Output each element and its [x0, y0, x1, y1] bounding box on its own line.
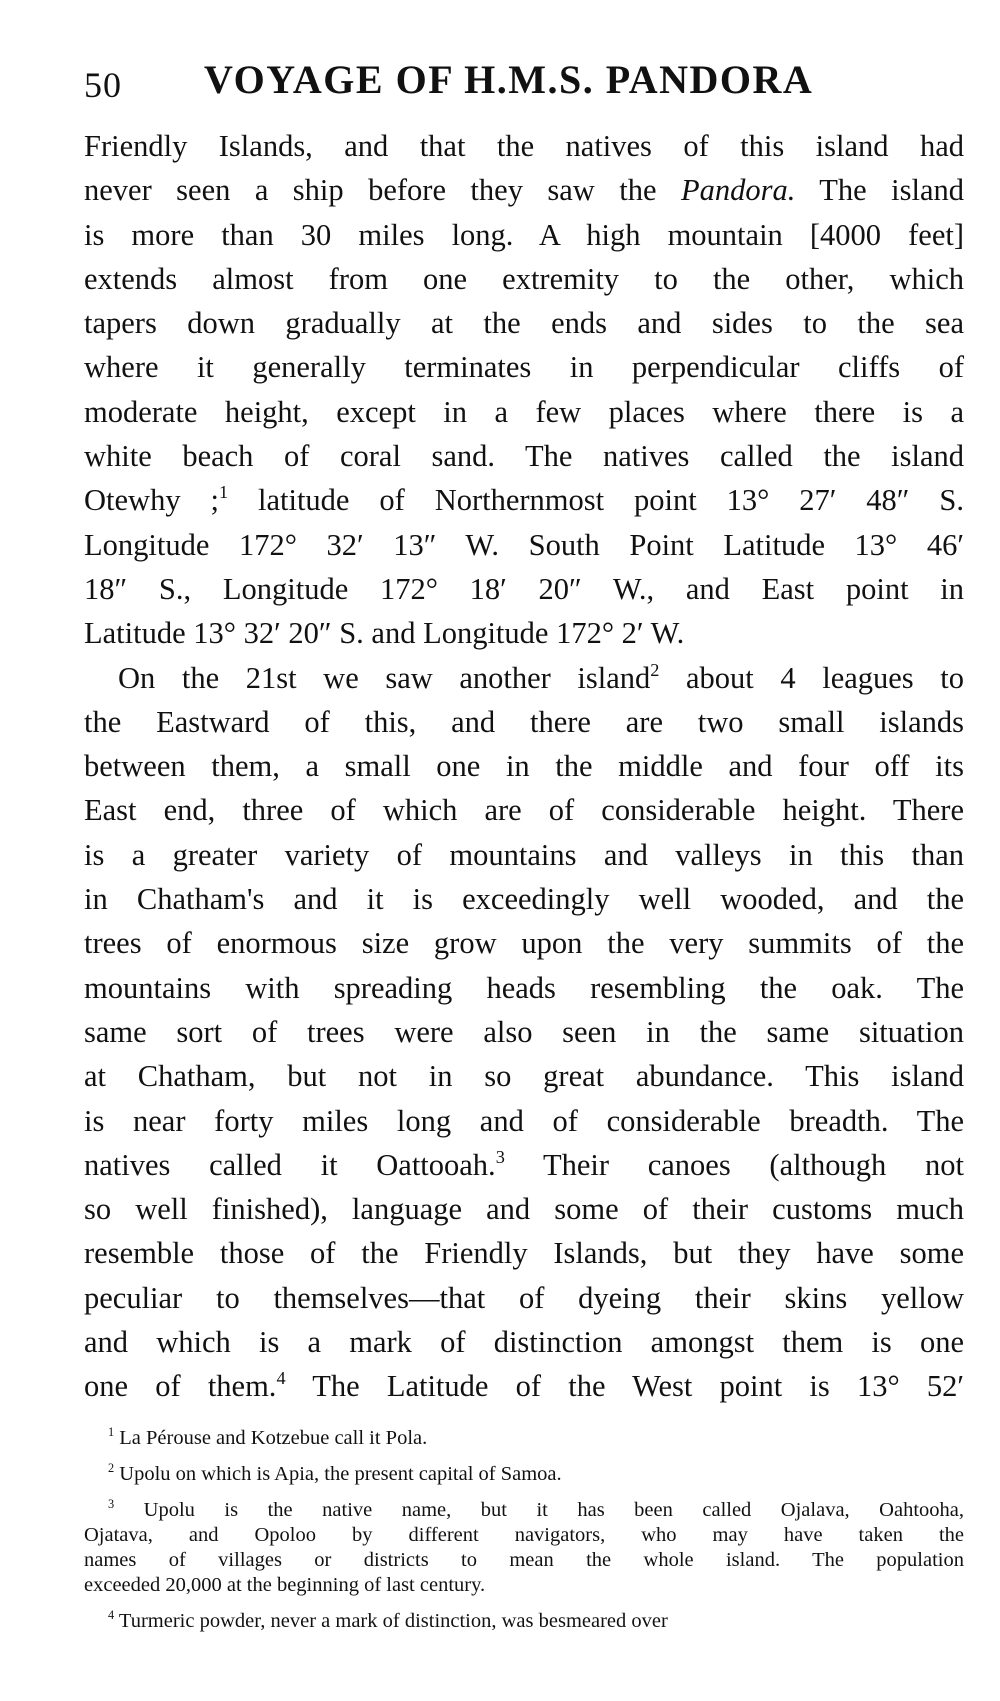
text-line: is a greater variety of mountains and valleys in this than [84, 837, 964, 872]
footnote-ref: 1 [218, 482, 229, 503]
text-line: mountains with spreading heads resembling the oak. The [84, 970, 964, 1005]
page-number: 50 [84, 65, 122, 105]
text-line: white beach of coral sand. The natives called the island [84, 439, 964, 474]
text-line: never seen a ship before they saw the Pandora. The island [84, 173, 964, 208]
footnote-marker: 2 [108, 1461, 115, 1476]
text-line: peculiar to themselves—that of dyeing their skins yellow [84, 1280, 964, 1315]
body-text [84, 124, 964, 1409]
text-line: is near forty miles long and of considerable breadth. The [84, 1103, 964, 1138]
footnote-ref: 3 [495, 1146, 505, 1167]
text-line: trees of enormous size grow upon the very summits of the [84, 926, 964, 961]
text-line: one of them.$^4$ The Latitude of the West point is 13° 52′ [84, 1368, 964, 1404]
footnote-marker: 1 [108, 1425, 115, 1440]
text-line: so well finished), language and some of their customs much [84, 1192, 964, 1227]
text-line: at Chatham, but not in so great abundance. This island [84, 1059, 964, 1094]
footnotes [84, 1426, 964, 1645]
footnote-marker: 4 [108, 1608, 115, 1623]
text-line: East end, three of which are of considerable height. There [84, 793, 964, 828]
text-line: and which is a mark of distinction amongst them is one [84, 1325, 964, 1360]
text-line: extends almost from one extremity to the other, which [84, 261, 964, 296]
footnote-3: $^3$ Upolu is the native name, but it has been called Ojalava, Oahtooha, Ojatava, and Opoloo by different navigators, who may have taken the names of villages or districts to mean the whole island. The population exceeded 20,000 at the beginning of last century. [84, 1497, 964, 1596]
text-line: in Chatham's and it is exceedingly well wooded, and the [84, 882, 964, 917]
text-line: Otewhy ;$^1$ latitude of Northernmost point 13° 27′ 48″ S. [84, 482, 964, 518]
text-line: Latitude 13° 32′ 20″ S. and Longitude 172° 2′ W. [84, 616, 685, 651]
footnote-2: $^2$ Upolu on which is Apia, the present capital of Samoa. [108, 1461, 562, 1485]
text-line: the Eastward of this, and there are two small islands [84, 704, 964, 739]
footnote-ref: 4 [276, 1368, 286, 1389]
text-line: tapers down gradually at the ends and sides to the sea [84, 306, 964, 341]
text-line: between them, a small one in the middle and four off its [84, 749, 964, 784]
text-line: On the 21st we saw another island$^2$ about 4 leagues to [118, 659, 964, 695]
footnote-ref: 2 [650, 659, 660, 680]
text-line: moderate height, except in a few places where there is a [84, 394, 964, 429]
text-line: is more than 30 miles long. A high mountain [4000 feet] [84, 217, 964, 252]
text-line: resemble those of the Friendly Islands, but they have some [84, 1236, 964, 1271]
text-line: natives called it Oattooah.$^3$ Their canoes (although not [84, 1146, 964, 1182]
text-line: Longitude 172° 32′ 13″ W. South Point Latitude 13° 46′ [84, 527, 964, 562]
page-header [84, 56, 964, 116]
footnote-4: $^4$ Turmeric powder, never a mark of distinction, was besmeared over [108, 1608, 668, 1632]
footnote-marker: 3 [108, 1497, 115, 1512]
running-title: VOYAGE OF H.M.S. PANDORA [204, 57, 814, 102]
text-line: 18″ S., Longitude 172° 18′ 20″ W., and East point in [84, 571, 964, 606]
text-line: same sort of trees were also seen in the same situation [84, 1014, 964, 1049]
text-line: Friendly Islands, and that the natives of this island had [84, 129, 964, 163]
footnote-1: $^1$ La Pérouse and Kotzebue call it Pola. [108, 1425, 428, 1449]
text-line: where it generally terminates in perpendicular cliffs of [84, 350, 964, 385]
ship-name: Pandora. [681, 173, 796, 208]
